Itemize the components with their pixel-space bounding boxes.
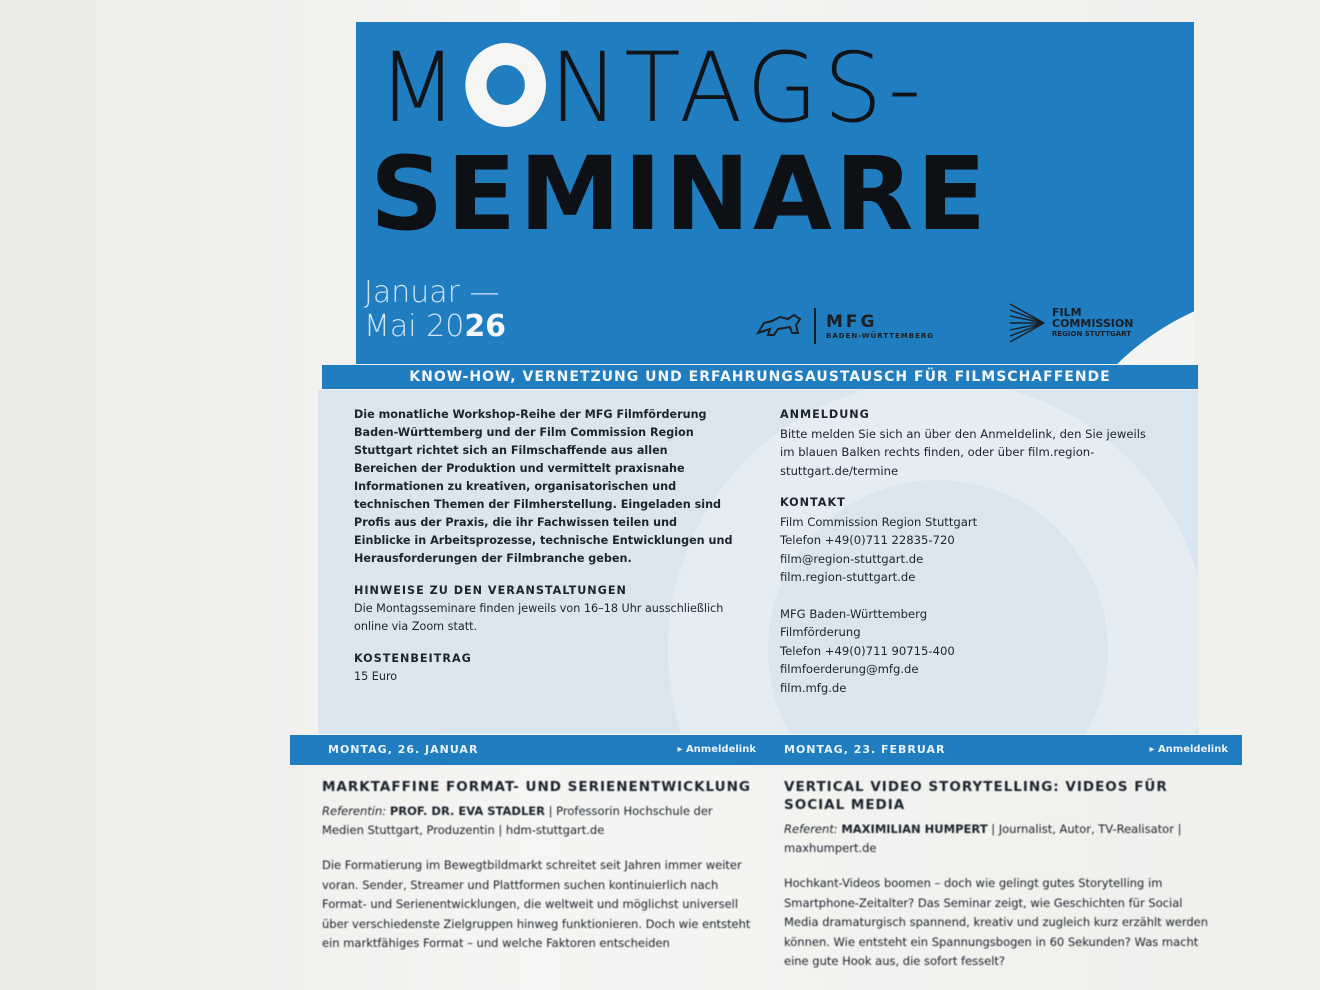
intro-text: Die monatliche Workshop-Reihe der MFG Filmförderung Baden-Württemberg und der Film Commission Region Stuttgart richtet sich an Filmschaffende aus allen Bereichen der Produktion und vermittelt praxisnahe Informationen zu kreativen, organisatorischen und technischen Themen der Filmherstellung. Eingeladen sind Profis aus der Praxis, die ihr Fachwissen teilen und Einblicke in Arbeitsprozesse, technische Entwicklungen und Herausforderungen der Filmbranche geben. xyxy=(354,408,733,565)
kontakt-fc-phone: Telefon +49(0)711 22835-720 xyxy=(780,533,955,547)
event-date-2: MONTAG, 23. FEBRUAR xyxy=(784,743,946,756)
kosten-heading: KOSTENBEITRAG xyxy=(354,652,472,665)
event-date-1: MONTAG, 26. JANUAR xyxy=(328,743,479,756)
hinweise-text: Die Montagsseminare finden jeweils von 16–18 Uhr ausschließlich online via Zoom statt. xyxy=(354,602,724,633)
ring-o-icon xyxy=(465,43,546,127)
kontakt-heading: KONTAKT xyxy=(780,496,846,509)
kontakt-mfg-web[interactable]: film.mfg.de xyxy=(780,680,847,695)
info-panel xyxy=(318,390,1198,734)
kontakt-mfg-phone: Telefon +49(0)711 90715-400 xyxy=(780,643,955,658)
date-range: Januar — Mai 2026 xyxy=(364,275,507,344)
event-speaker-1: Referentin: PROF. DR. EVA STADLER | Professorin Hochschule der Medien Stuttgart, Produzentin | hdm-stuttgart.de xyxy=(322,804,713,837)
tagline-bar: KNOW-HOW, VERNETZUNG UND ERFAHRUNGSAUSTAUSCH FÜR FILMSCHAFFENDE xyxy=(322,365,1198,389)
event-description-2: Hochkant-Videos boomen – doch wie gelingt gutes Storytelling im Smartphone-Zeitalter? Das Seminar zeigt, wie Geschichten für Social Media dramaturgisch spannend, kreativ und zugleich kurz erzählt werden können. Wie entsteht ein Spannungsbogen in 60 Sekunden? Was macht eine gute Hook aus, die sofort fesselt? xyxy=(784,876,1209,968)
film-commission-logo: FILM COMMISSION REGION STUTTGART xyxy=(1008,302,1133,344)
hinweise-heading: HINWEISE ZU DEN VERANSTALTUNGEN xyxy=(354,584,627,597)
kontakt-mfg-dept: Filmförderung xyxy=(780,625,861,639)
film-burst-icon xyxy=(1008,302,1048,344)
mfg-logo: MFG BADEN-WÜRTTEMBERG xyxy=(754,308,934,344)
register-link-1[interactable]: ▸ Anmeldelink xyxy=(677,744,756,755)
kosten-text: 15 Euro xyxy=(354,670,398,683)
kontakt-fc-web[interactable]: film.region-stuttgart.de xyxy=(780,570,916,584)
event-2 xyxy=(784,778,1214,972)
event-date-bar-1 xyxy=(290,735,770,765)
info-left-column xyxy=(354,406,734,686)
kontakt-mfg-name: MFG Baden-Württemberg xyxy=(780,606,928,621)
title-seminare: SEMINARE xyxy=(370,135,990,254)
anmeldung-text: Bitte melden Sie sich an über den Anmeldelink, den Sie jeweils im blauen Balken rechts finden, oder über film.region-stuttgart.de/termine xyxy=(780,426,1146,478)
kontakt-fc-name: Film Commission Region Stuttgart xyxy=(780,514,978,529)
register-link-2[interactable]: ▸ Anmeldelink xyxy=(1149,744,1228,755)
header-banner xyxy=(356,22,1194,364)
event-description-1: Die Formatierung im Bewegtbildmarkt schreitet seit Jahren immer weiter voran. Sender, Streamer und Plattformen suchen kontinuierlich nach Format- und Serienentwicklungen, die weltweit und möglichst universell über verschiedenste Zielgruppen hinweg funktionieren. Doch wie entsteht ein marktfähiges Format – und welche Faktoren entscheiden xyxy=(322,858,751,950)
kontakt-mfg-email[interactable]: filmfoerderung@mfg.de xyxy=(780,662,919,676)
mfg-divider xyxy=(814,308,816,344)
lion-icon xyxy=(754,311,804,341)
anmeldung-heading: ANMELDUNG xyxy=(780,408,870,421)
event-1 xyxy=(322,778,752,954)
event-date-bar-2 xyxy=(770,735,1242,765)
kontakt-fc-email[interactable]: film@region-stuttgart.de xyxy=(780,551,924,566)
title-montags: M NTAGS- xyxy=(378,32,927,144)
event-speaker-2: Referent: MAXIMILIAN HUMPERT | Journalist, Autor, TV-Realisator | maxhumpert.de xyxy=(784,822,1182,855)
event-title-1: MARKTAFFINE FORMAT- UND SERIENENTWICKLUNG xyxy=(322,779,752,795)
info-right-column xyxy=(780,406,1160,697)
event-title-2: VERTICAL VIDEO STORYTELLING: VIDEOS FÜR SOCIAL MEDIA xyxy=(784,779,1168,813)
